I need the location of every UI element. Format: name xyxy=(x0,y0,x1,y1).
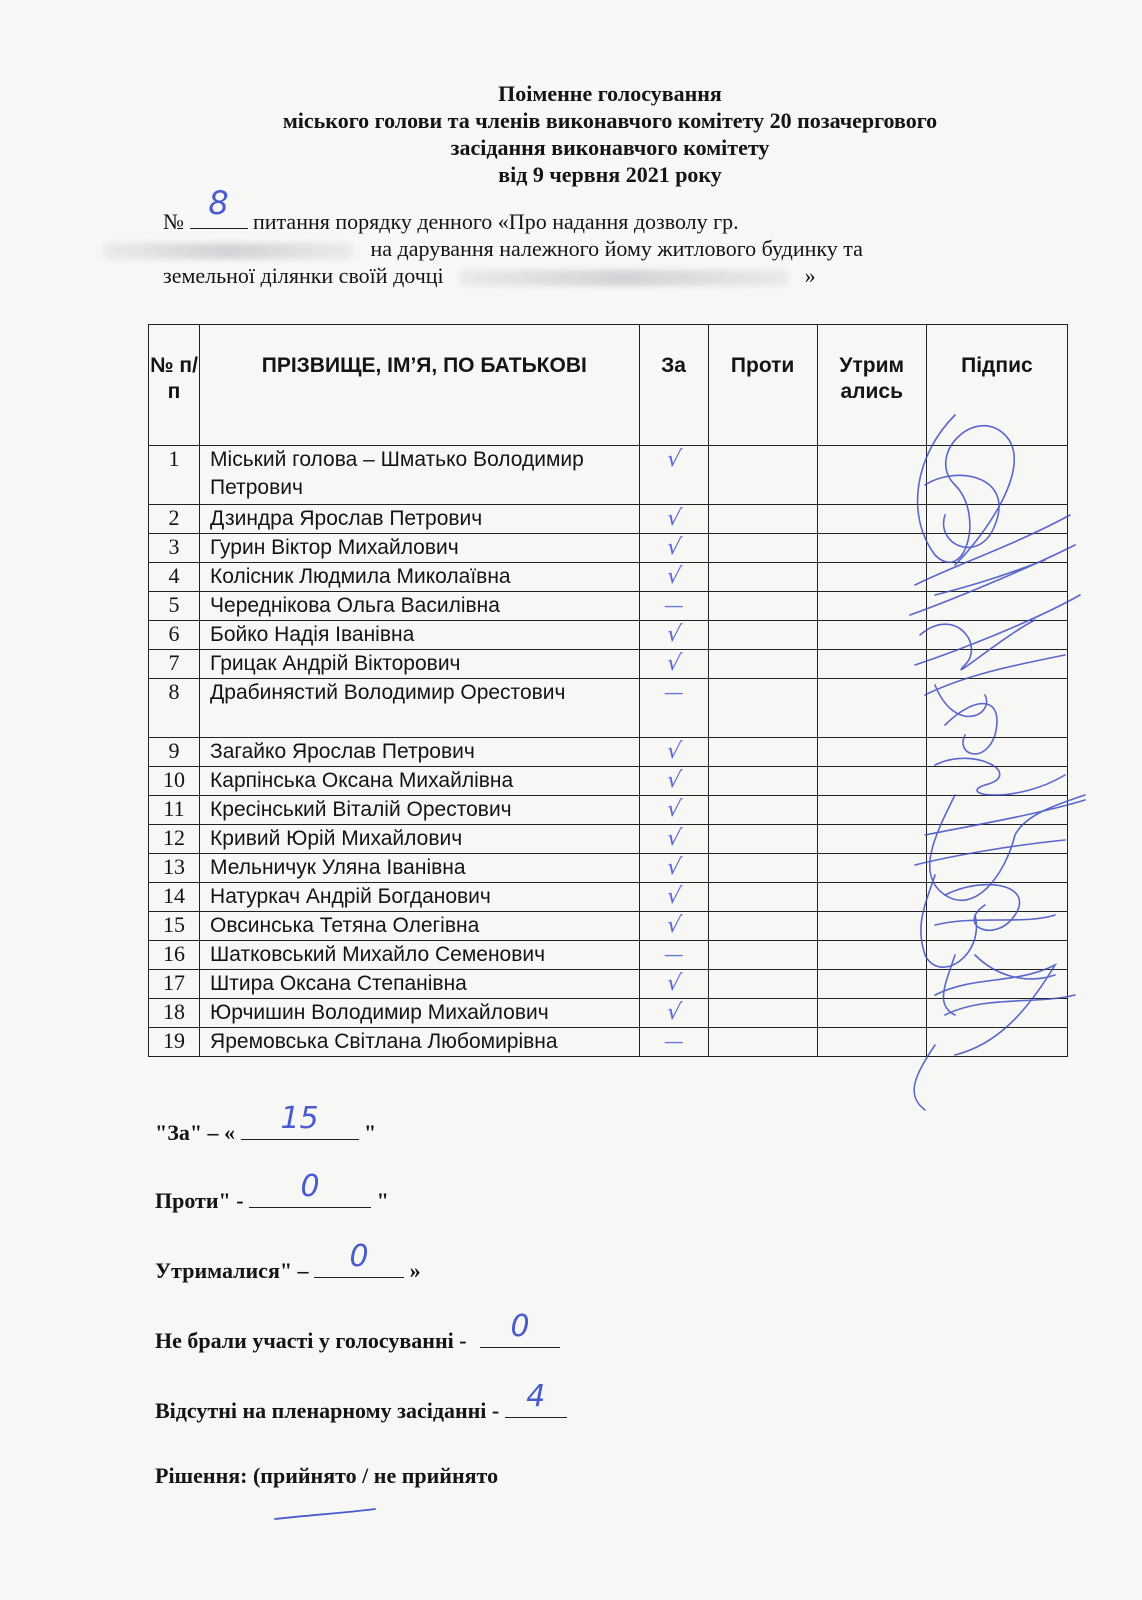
document-title xyxy=(150,80,1070,188)
signature-scribble xyxy=(895,395,1095,1115)
row-name: Штира Оксана Степанівна xyxy=(200,970,639,999)
summary-ne-braly-blank xyxy=(480,1309,560,1348)
row-vote-proty xyxy=(708,621,817,650)
header-za: За xyxy=(639,325,708,446)
row-number: 1 xyxy=(149,446,200,505)
question-line-3 xyxy=(163,262,1068,289)
row-number: 14 xyxy=(149,883,200,912)
row-name: Овсинська Тетяна Олегівна xyxy=(200,912,639,941)
row-number: 3 xyxy=(149,534,200,563)
question-text-1: питання порядку денного «Про надання дозволу гр. xyxy=(253,209,739,234)
checkmark-icon: √ xyxy=(664,739,683,764)
checkmark-icon: √ xyxy=(664,447,683,472)
row-name: Грицак Андрій Вікторович xyxy=(200,650,639,679)
summary-vidsutni-label: Відсутні на пленарному засіданні - xyxy=(155,1398,500,1423)
row-vote-za xyxy=(639,592,708,621)
row-number: 11 xyxy=(149,796,200,825)
row-name: Череднікова Ольга Василівна xyxy=(200,592,639,621)
row-vote-proty xyxy=(708,563,817,592)
checkmark-icon: √ xyxy=(664,971,683,996)
checkmark-icon: √ xyxy=(664,564,683,589)
row-vote-za xyxy=(639,941,708,970)
row-vote-za xyxy=(639,767,708,796)
summary-proty-blank xyxy=(249,1169,371,1208)
row-number: 7 xyxy=(149,650,200,679)
row-vote-proty xyxy=(708,446,817,505)
row-name: Гурин Віктор Михайлович xyxy=(200,534,639,563)
row-vote-za xyxy=(639,679,708,738)
row-name: Загайко Ярослав Петрович xyxy=(200,738,639,767)
row-vote-za xyxy=(639,825,708,854)
row-number: 2 xyxy=(149,505,200,534)
row-name: Колісник Людмила Миколаївна xyxy=(200,563,639,592)
dash-mark: — xyxy=(661,1029,686,1053)
title-line-3: засідання виконавчого комітету xyxy=(450,135,770,160)
row-number: 16 xyxy=(149,941,200,970)
row-name: Карпінська Оксана Михайлівна xyxy=(200,767,639,796)
summary-za-value: 15 xyxy=(280,1101,319,1136)
row-vote-proty xyxy=(708,854,817,883)
checkmark-icon: √ xyxy=(664,855,683,880)
row-name: Мельничук Уляна Іванівна xyxy=(200,854,639,883)
row-vote-proty xyxy=(708,912,817,941)
row-name: Шатковський Михайло Семенович xyxy=(200,941,639,970)
row-name: Яремовська Світлана Любомирівна xyxy=(200,1028,639,1057)
row-vote-proty xyxy=(708,883,817,912)
row-vote-proty xyxy=(708,650,817,679)
checkmark-icon: √ xyxy=(664,913,683,938)
row-vote-za xyxy=(639,796,708,825)
title-line-4: від 9 червня 2021 року xyxy=(498,162,722,187)
checkmark-icon: √ xyxy=(664,535,683,560)
row-vote-proty xyxy=(708,825,817,854)
row-number: 4 xyxy=(149,563,200,592)
redacted-name xyxy=(103,243,353,259)
row-vote-proty xyxy=(708,999,817,1028)
row-vote-za xyxy=(639,505,708,534)
summary-proty-value: 0 xyxy=(300,1169,320,1204)
header-proty: Проти xyxy=(708,325,817,446)
question-line-1 xyxy=(163,184,1068,235)
summary-ne-braly-value: 0 xyxy=(510,1309,530,1344)
header-utrym: Утрим ались xyxy=(817,325,926,446)
header-no: № п/п xyxy=(149,325,200,446)
row-vote-za xyxy=(639,534,708,563)
checkmark-icon: √ xyxy=(664,651,683,676)
row-name: Міський голова – Шматько Володимир Петрович xyxy=(200,446,639,505)
row-vote-za xyxy=(639,563,708,592)
row-vote-za xyxy=(639,650,708,679)
row-vote-proty xyxy=(708,941,817,970)
row-vote-za xyxy=(639,1028,708,1057)
summary-ne-braly-label: Не брали участі у голосуванні - xyxy=(155,1328,467,1353)
question-number-blank xyxy=(190,184,248,229)
summary-proty-label: Проти" - xyxy=(155,1188,244,1213)
row-name: Юрчишин Володимир Михайлович xyxy=(200,999,639,1028)
checkmark-icon: √ xyxy=(664,768,683,793)
row-number: 12 xyxy=(149,825,200,854)
row-vote-za xyxy=(639,854,708,883)
row-vote-proty xyxy=(708,592,817,621)
summary-rishennia xyxy=(155,1463,855,1489)
summary-proty-close: " xyxy=(376,1188,389,1213)
title-line-1: Поіменне голосування xyxy=(498,81,722,106)
dash-mark: — xyxy=(661,680,686,704)
row-number: 13 xyxy=(149,854,200,883)
question-prefix: № xyxy=(163,209,184,234)
dash-mark: — xyxy=(661,942,686,966)
row-vote-za xyxy=(639,738,708,767)
header-pidpys: Підпис xyxy=(926,325,1067,446)
summary-ne-braly xyxy=(155,1309,855,1354)
row-number: 18 xyxy=(149,999,200,1028)
checkmark-icon: √ xyxy=(664,826,683,851)
question-closing: » xyxy=(804,263,816,288)
row-vote-za xyxy=(639,446,708,505)
row-vote-za xyxy=(639,999,708,1028)
row-number: 6 xyxy=(149,621,200,650)
row-vote-za xyxy=(639,883,708,912)
title-line-2: міського голови та членів виконавчого комітету 20 позачергового xyxy=(282,108,938,133)
row-name: Дзиндра Ярослав Петрович xyxy=(200,505,639,534)
question-text-2: на дарування належного йому житлового будинку та xyxy=(370,236,863,261)
row-name: Кривий Юрій Михайлович xyxy=(200,825,639,854)
row-number: 8 xyxy=(149,679,200,738)
summary-proty xyxy=(155,1169,855,1214)
row-number: 9 xyxy=(149,738,200,767)
checkmark-icon: √ xyxy=(664,1000,683,1025)
summary-za-blank xyxy=(241,1101,359,1140)
checkmark-icon: √ xyxy=(664,797,683,822)
row-vote-proty xyxy=(708,1028,817,1057)
summary-vidsutni-value: 4 xyxy=(526,1379,546,1414)
summary-za-label: "За" – « xyxy=(155,1120,236,1145)
redacted-daughter-name xyxy=(459,270,789,286)
summary-utrym-blank xyxy=(314,1239,404,1278)
row-name: Драбинястий Володимир Орестович xyxy=(200,679,639,738)
row-number: 5 xyxy=(149,592,200,621)
dash-mark: — xyxy=(661,593,686,617)
row-name: Кресінський Віталій Орестович xyxy=(200,796,639,825)
row-vote-za xyxy=(639,621,708,650)
row-vote-proty xyxy=(708,534,817,563)
question-number: 8 xyxy=(208,184,229,222)
row-vote-proty xyxy=(708,796,817,825)
summary-za xyxy=(155,1101,855,1146)
question-line-2 xyxy=(163,235,1068,262)
checkmark-icon: √ xyxy=(664,506,683,531)
row-number: 10 xyxy=(149,767,200,796)
row-vote-proty xyxy=(708,505,817,534)
row-number: 17 xyxy=(149,970,200,999)
summary-rishennia-label: Рішення: (прийнято / не прийнято xyxy=(155,1463,499,1488)
question-text-3: земельної ділянки своїй дочці xyxy=(163,263,444,288)
checkmark-icon: √ xyxy=(664,622,683,647)
agenda-question xyxy=(163,184,1068,289)
row-name: Бойко Надія Іванівна xyxy=(200,621,639,650)
summary-za-close: " xyxy=(364,1120,377,1145)
header-name: ПРІЗВИЩЕ, ІМ’Я, ПО БАТЬКОВІ xyxy=(200,325,639,446)
summary-vidsutni xyxy=(155,1379,855,1424)
checkmark-icon: √ xyxy=(664,884,683,909)
summary-utrym xyxy=(155,1239,855,1284)
row-vote-proty xyxy=(708,738,817,767)
summary-utrym-close: » xyxy=(409,1258,421,1283)
summary-utrym-value: 0 xyxy=(349,1239,369,1274)
row-vote-za xyxy=(639,970,708,999)
summary-utrym-label: Утрималися" – xyxy=(155,1258,309,1283)
summary-vidsutni-blank xyxy=(505,1379,567,1418)
row-name: Натуркач Андрій Богданович xyxy=(200,883,639,912)
row-vote-proty xyxy=(708,679,817,738)
row-number: 19 xyxy=(149,1028,200,1057)
handwritten-underline xyxy=(270,1505,380,1525)
row-vote-za xyxy=(639,912,708,941)
row-vote-proty xyxy=(708,767,817,796)
row-number: 15 xyxy=(149,912,200,941)
row-vote-proty xyxy=(708,970,817,999)
